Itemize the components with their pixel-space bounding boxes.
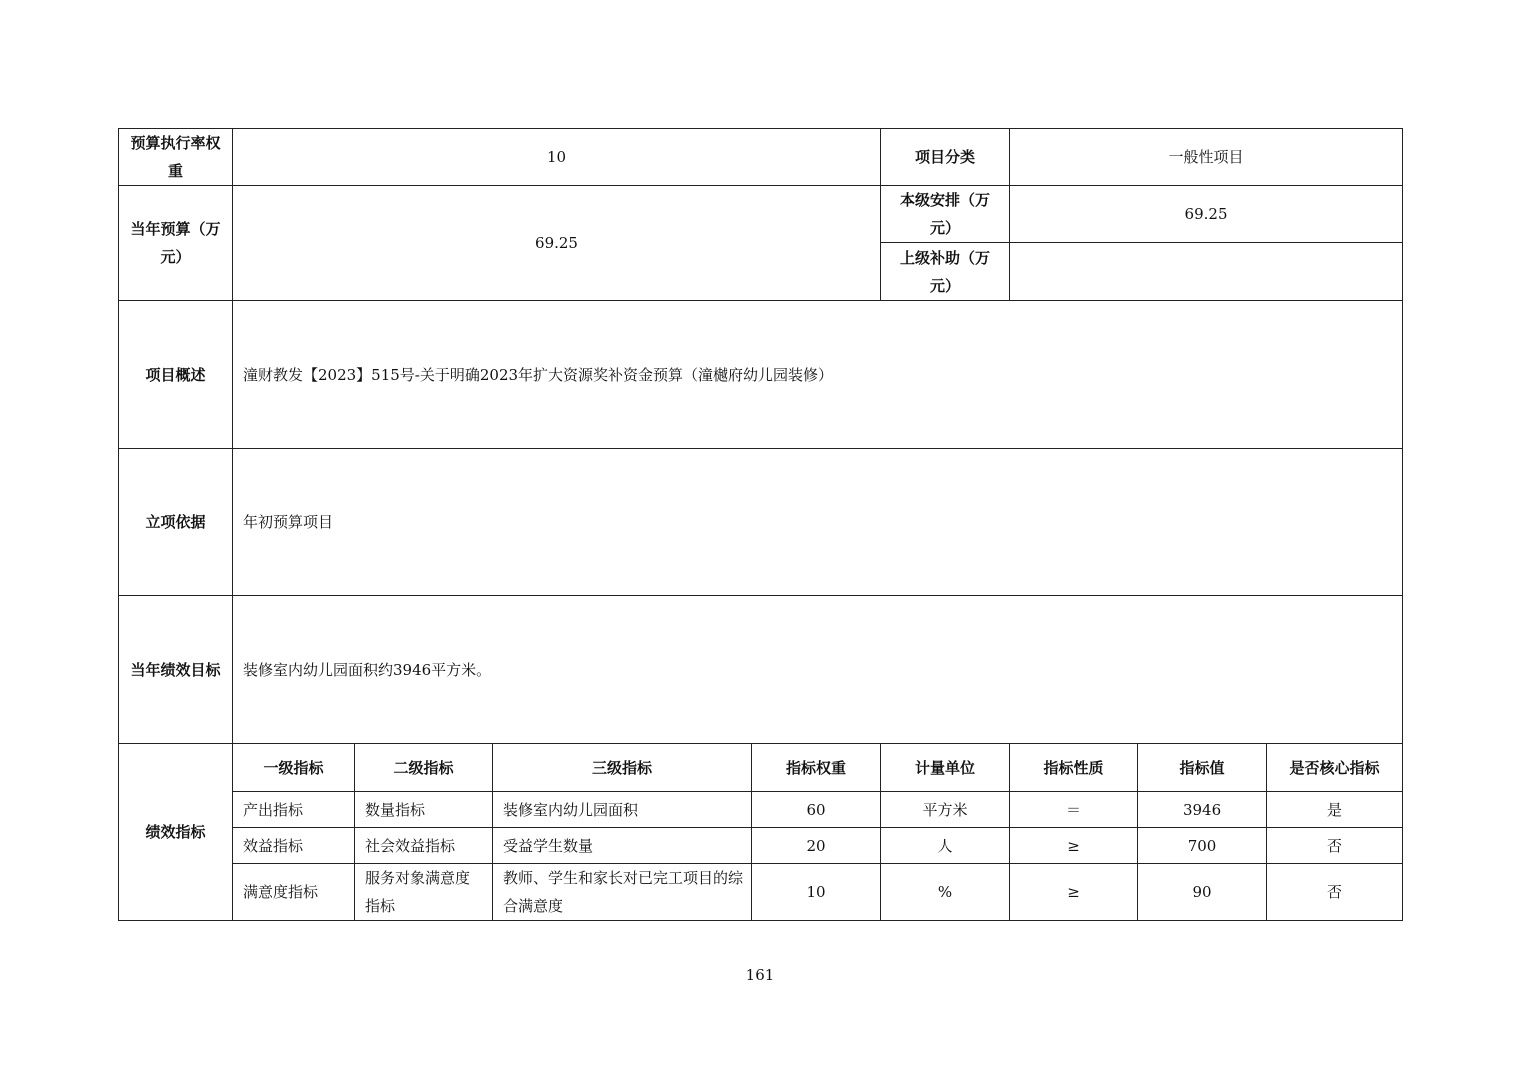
goal-text: 装修室内幼儿园面积约3946平方米。 <box>233 596 1403 744</box>
table-cell: 是 <box>1267 792 1403 828</box>
table-cell: 90 <box>1138 864 1267 921</box>
annual-budget-label: 当年预算（万元） <box>119 186 233 301</box>
overview-label: 项目概述 <box>119 301 233 449</box>
table-row <box>119 792 1403 828</box>
table-cell: 数量指标 <box>355 792 493 828</box>
table-cell: 人 <box>881 828 1010 864</box>
table-cell: 装修室内幼儿园面积 <box>493 792 752 828</box>
basis-label: 立项依据 <box>119 449 233 596</box>
table-row <box>119 864 1403 921</box>
table-cell: 否 <box>1267 864 1403 921</box>
overview-text: 潼财教发【2023】515号-关于明确2023年扩大资源奖补资金预算（潼樾府幼儿园装修） <box>233 301 1403 449</box>
table-cell: % <box>881 864 1010 921</box>
column-header: 指标值 <box>1138 744 1267 792</box>
column-header: 指标权重 <box>752 744 881 792</box>
annual-budget-value: 69.25 <box>233 186 881 301</box>
local-arrangement-label: 本级安排（万元） <box>881 186 1010 243</box>
table-cell: ≥ <box>1010 864 1138 921</box>
exec-rate-weight-label: 预算执行率权重 <box>119 129 233 186</box>
superior-subsidy-value <box>1010 243 1403 301</box>
table-cell: ≥ <box>1010 828 1138 864</box>
page-number: 161 <box>745 966 775 984</box>
table-cell: 20 <box>752 828 881 864</box>
column-header: 二级指标 <box>355 744 493 792</box>
column-header: 三级指标 <box>493 744 752 792</box>
superior-subsidy-label: 上级补助（万元） <box>881 243 1010 301</box>
goal-label: 当年绩效目标 <box>119 596 233 744</box>
table-cell: 受益学生数量 <box>493 828 752 864</box>
table-cell: 700 <box>1138 828 1267 864</box>
goal-row <box>119 596 1403 744</box>
table-cell: 效益指标 <box>233 828 355 864</box>
table-cell: ＝ <box>1010 792 1138 828</box>
category-label: 项目分类 <box>881 129 1010 186</box>
table-cell: 平方米 <box>881 792 1010 828</box>
category-value: 一般性项目 <box>1010 129 1403 186</box>
table-cell: 社会效益指标 <box>355 828 493 864</box>
table-row <box>119 828 1403 864</box>
exec-rate-row <box>119 129 1403 186</box>
table-cell: 产出指标 <box>233 792 355 828</box>
basis-text: 年初预算项目 <box>233 449 1403 596</box>
table-cell: 10 <box>752 864 881 921</box>
overview-row <box>119 301 1403 449</box>
table-cell: 教师、学生和家长对已完工项目的综合满意度 <box>493 864 752 921</box>
column-header: 是否核心指标 <box>1267 744 1403 792</box>
performance-table <box>118 128 1403 921</box>
indicators-label: 绩效指标 <box>119 744 233 921</box>
local-arrangement-row <box>119 186 1403 243</box>
table-cell: 否 <box>1267 828 1403 864</box>
basis-row <box>119 449 1403 596</box>
exec-rate-weight-value: 10 <box>233 129 881 186</box>
table-cell: 3946 <box>1138 792 1267 828</box>
indicator-header-row <box>119 744 1403 792</box>
table-cell: 60 <box>752 792 881 828</box>
column-header: 计量单位 <box>881 744 1010 792</box>
column-header: 一级指标 <box>233 744 355 792</box>
column-header: 指标性质 <box>1010 744 1138 792</box>
table-cell: 服务对象满意度指标 <box>355 864 493 921</box>
table-cell: 满意度指标 <box>233 864 355 921</box>
local-arrangement-value: 69.25 <box>1010 186 1403 243</box>
